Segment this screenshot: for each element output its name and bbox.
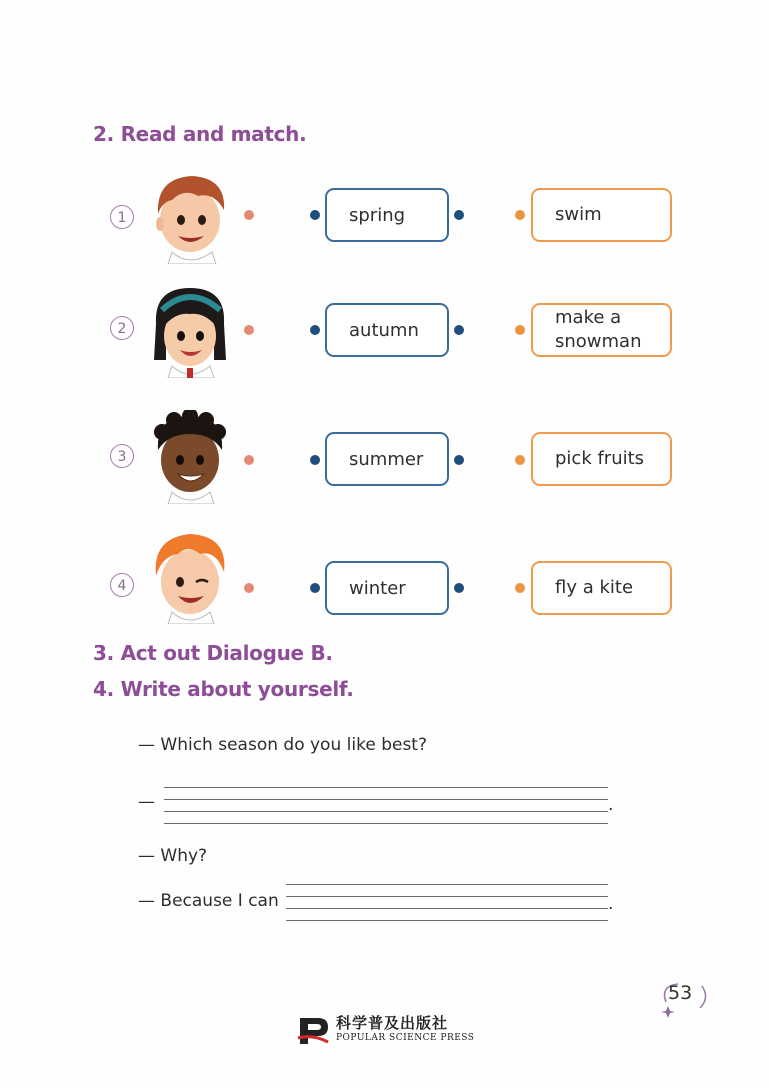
answer-because: — Because I can — [138, 891, 279, 911]
activity-line-1: make a — [555, 307, 622, 328]
season-right-dot[interactable] — [454, 325, 464, 335]
face-dot[interactable] — [244, 583, 254, 593]
season-box-winter[interactable]: winter — [325, 561, 449, 615]
answer-period: . — [608, 894, 614, 914]
activity-box-snowman[interactable] — [531, 303, 672, 357]
answer-period: . — [608, 795, 614, 815]
face-dot[interactable] — [244, 455, 254, 465]
face-dot[interactable] — [244, 210, 254, 220]
question-which-season: — Which season do you like best? — [138, 735, 427, 755]
season-left-dot[interactable] — [310, 583, 320, 593]
season-box-spring[interactable]: spring — [325, 188, 449, 242]
writing-line[interactable] — [164, 799, 608, 800]
writing-line[interactable] — [164, 823, 608, 824]
season-right-dot[interactable] — [454, 210, 464, 220]
face-dot[interactable] — [244, 325, 254, 335]
publisher-name-cn: 科学普及出版社 — [336, 1014, 449, 1032]
season-box-summer[interactable]: summer — [325, 432, 449, 486]
answer-dash: — — [138, 792, 155, 812]
writing-line[interactable] — [286, 896, 608, 897]
season-left-dot[interactable] — [310, 210, 320, 220]
row-number: 4 — [110, 573, 134, 597]
activity-line-2: snowman — [555, 331, 642, 352]
season-left-dot[interactable] — [310, 325, 320, 335]
season-right-dot[interactable] — [454, 455, 464, 465]
match-row-3 — [0, 410, 769, 510]
writing-line[interactable] — [286, 884, 608, 885]
season-left-dot[interactable] — [310, 455, 320, 465]
page-number: 53 — [668, 982, 693, 1004]
section-4-heading: 4. Write about yourself. — [93, 677, 354, 701]
boy-face-icon — [148, 170, 232, 264]
season-box-autumn[interactable]: autumn — [325, 303, 449, 357]
match-row-4 — [0, 530, 769, 630]
section-2-heading: 2. Read and match. — [93, 122, 307, 146]
row-number: 1 — [110, 205, 134, 229]
activity-dot[interactable] — [515, 583, 525, 593]
match-row-1 — [0, 166, 769, 266]
activity-box-pick-fruits[interactable]: pick fruits — [531, 432, 672, 486]
activity-box-swim[interactable]: swim — [531, 188, 672, 242]
girl-face-icon — [148, 284, 232, 378]
writing-line[interactable] — [164, 787, 608, 788]
row-number: 2 — [110, 316, 134, 340]
row-number: 3 — [110, 444, 134, 468]
activity-dot[interactable] — [515, 325, 525, 335]
match-row-2 — [0, 282, 769, 382]
publisher-name-en: POPULAR SCIENCE PRESS — [336, 1033, 475, 1043]
writing-line[interactable] — [164, 811, 608, 812]
activity-dot[interactable] — [515, 455, 525, 465]
activity-dot[interactable] — [515, 210, 525, 220]
writing-line[interactable] — [286, 908, 608, 909]
writing-line[interactable] — [286, 920, 608, 921]
publisher-logo-icon — [296, 1012, 330, 1046]
activity-box-fly-kite[interactable]: fly a kite — [531, 561, 672, 615]
section-3-heading: 3. Act out Dialogue B. — [93, 641, 333, 665]
season-right-dot[interactable] — [454, 583, 464, 593]
boy-face-icon — [148, 410, 232, 504]
question-why: — Why? — [138, 846, 208, 866]
boy-face-icon — [148, 530, 232, 624]
